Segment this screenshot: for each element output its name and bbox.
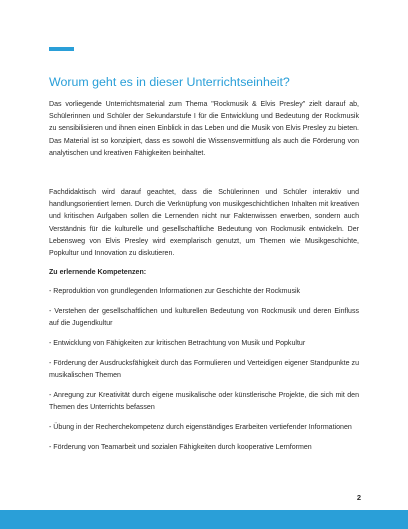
- body-content: [49, 99, 359, 462]
- kompetenz-item: - Verstehen der gesellschaftlichen und kulturellen Bedeutung von Rockmusik und deren Einfluss auf die Jugendkultur: [49, 308, 359, 328]
- kompetenzen-heading: Zu erlernende Kompetenzen:: [49, 269, 147, 277]
- intro-paragraph: Das vorliegende Unterrichtsmaterial zum Thema "Rockmusik & Elvis Presley" zielt darauf ab, Schülerinnen und Schüler der Sekundarstufe I für die Entwicklung und Bedeutung der Rockmusik zu sensibilisieren und ihnen einen Einblick in das Leben und die Musik von Elvis Presley zu bieten. Das Material ist so konzipiert, dass es sowohl die Wissensvermittlung als auch die Förderung von analytischen und kreativen Fähigkeiten beinhaltet.: [49, 101, 359, 157]
- kompetenzen-list: [49, 286, 359, 454]
- kompetenz-item: - Förderung von Teamarbeit und sozialen Fähigkeiten durch kooperative Lernformen: [49, 443, 312, 451]
- didactics-paragraph: Fachdidaktisch wird darauf geachtet, dass die Schülerinnen und Schüler interaktiv und handlungsorientiert lernen. Durch die Verknüpfung von musikgeschichtlichen Inhalten mit kreativen und kritischen Aufgaben sollen die Lernenden nicht nur Faktenwissen erwerben, sondern auch Verständnis für die kulturelle und gesellschaftliche Bedeutung von Rockmusik entwickeln. Der Lebensweg von Elvis Presley wird exemplarisch genutzt, um Themen wie Musikgeschichte, Popkultur und Innovation zu diskutieren.: [49, 189, 359, 258]
- kompetenz-item: - Entwicklung von Fähigkeiten zur kritischen Betrachtung von Musik und Popkultur: [49, 340, 306, 348]
- footer-bar: [0, 510, 408, 529]
- kompetenz-item: - Reproduktion von grundlegenden Informationen zur Geschichte der Rockmusik: [49, 288, 301, 296]
- accent-bar: [49, 47, 74, 51]
- page-number: 2: [356, 493, 361, 502]
- section-title: Worum geht es in dieser Unterrichtseinheit?: [49, 75, 290, 89]
- kompetenz-item: - Übung in der Recherchekompetenz durch eigenständiges Erarbeiten vertiefender Informationen: [49, 424, 352, 432]
- kompetenz-item: - Anregung zur Kreativität durch eigene musikalische oder künstlerische Projekte, die sich mit den Themen des Unterrichts befassen: [49, 392, 359, 412]
- kompetenz-item: - Förderung der Ausdrucksfähigkeit durch das Formulieren und Verteidigen eigener Standpunkte zu musikalischen Themen: [49, 360, 359, 380]
